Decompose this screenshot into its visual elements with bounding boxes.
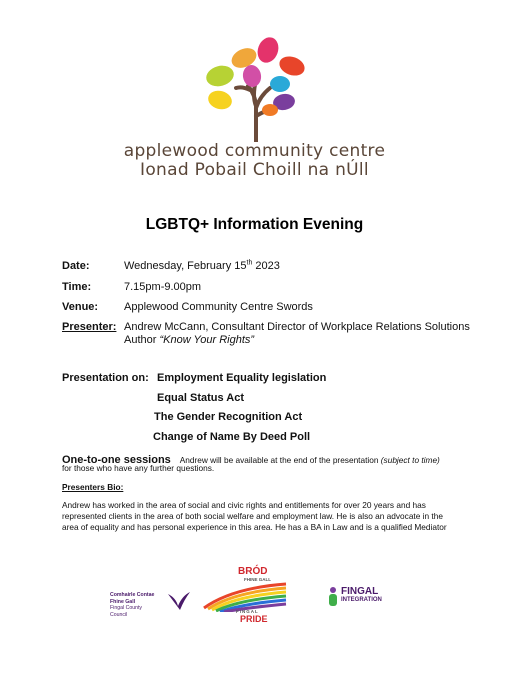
integration-figure-icon bbox=[327, 586, 339, 608]
sessions-text-cont: for those who have any further questions. bbox=[62, 463, 215, 473]
presentation-label: Presentation on: bbox=[62, 372, 149, 384]
fingal-county-council-logo: Comhairle Contae Fhine Gall Fingal County Council bbox=[110, 592, 155, 618]
org-name-english: applewood community centre bbox=[123, 141, 386, 161]
topic-item: Change of Name By Deed Poll bbox=[153, 431, 311, 443]
leaf-blue bbox=[270, 76, 290, 92]
bio-text: Andrew has worked in the area of social and civic rights and entitlements for over 20 years and has represented clients in the area of both social welfare and employment law. He is also an advocate in the area of equality and has personal experience in this area. He has a BA in Law and is a qualified Mediator bbox=[62, 500, 447, 532]
fcc-bird-icon bbox=[166, 588, 192, 612]
topic-item: Employment Equality legislation bbox=[157, 372, 327, 384]
org-name bbox=[0, 142, 509, 180]
org-name-irish: Ionad Pobail Choill na nÚll bbox=[140, 160, 369, 180]
topic-item: Equal Status Act bbox=[157, 392, 244, 404]
brod-sub: FHINE GALL bbox=[244, 577, 271, 582]
topic-item: The Gender Recognition Act bbox=[154, 411, 303, 423]
pride-wing-graphic bbox=[202, 582, 288, 612]
sessions-heading: One-to-one sessions bbox=[62, 454, 171, 466]
sessions-line: One-to-one sessions Andrew will be available at the end of the presentation (subject to time) bbox=[62, 454, 440, 466]
venue-label: Venue: bbox=[62, 301, 99, 313]
brod-title: BRÓD bbox=[238, 566, 268, 577]
integration-title: FINGAL bbox=[341, 586, 379, 597]
presenter-author: Author “Know Your Rights” bbox=[124, 334, 255, 346]
leaf-green bbox=[204, 63, 236, 90]
bio-heading: Presenters Bio: bbox=[62, 482, 124, 492]
time-label: Time: bbox=[62, 281, 92, 293]
pride-wordmark: PRIDE bbox=[240, 614, 268, 624]
fingal-wordmark: FINGAL bbox=[236, 609, 259, 614]
integration-subtitle: INTEGRATION bbox=[341, 597, 382, 603]
presenter-value: Andrew McCann, Consultant Director of Workplace Relations Solutions bbox=[124, 321, 470, 333]
date-label: Date: bbox=[62, 260, 90, 272]
leaf-light-orange bbox=[262, 104, 278, 116]
event-title: LGBTQ+ Information Evening bbox=[145, 216, 364, 233]
leaf-pink bbox=[254, 36, 282, 66]
venue-value: Applewood Community Centre Swords bbox=[124, 301, 313, 313]
leaf-yellow bbox=[206, 88, 234, 112]
leaf-red bbox=[277, 53, 308, 79]
time-value: 7.15pm-9.00pm bbox=[124, 281, 202, 293]
presenter-label: Presenter: bbox=[62, 321, 117, 333]
sessions-text: Andrew will be available at the end of the presentation bbox=[179, 455, 381, 465]
date-value: Wednesday, February 15th 2023 bbox=[124, 259, 280, 272]
applewood-tree-logo bbox=[200, 36, 310, 142]
